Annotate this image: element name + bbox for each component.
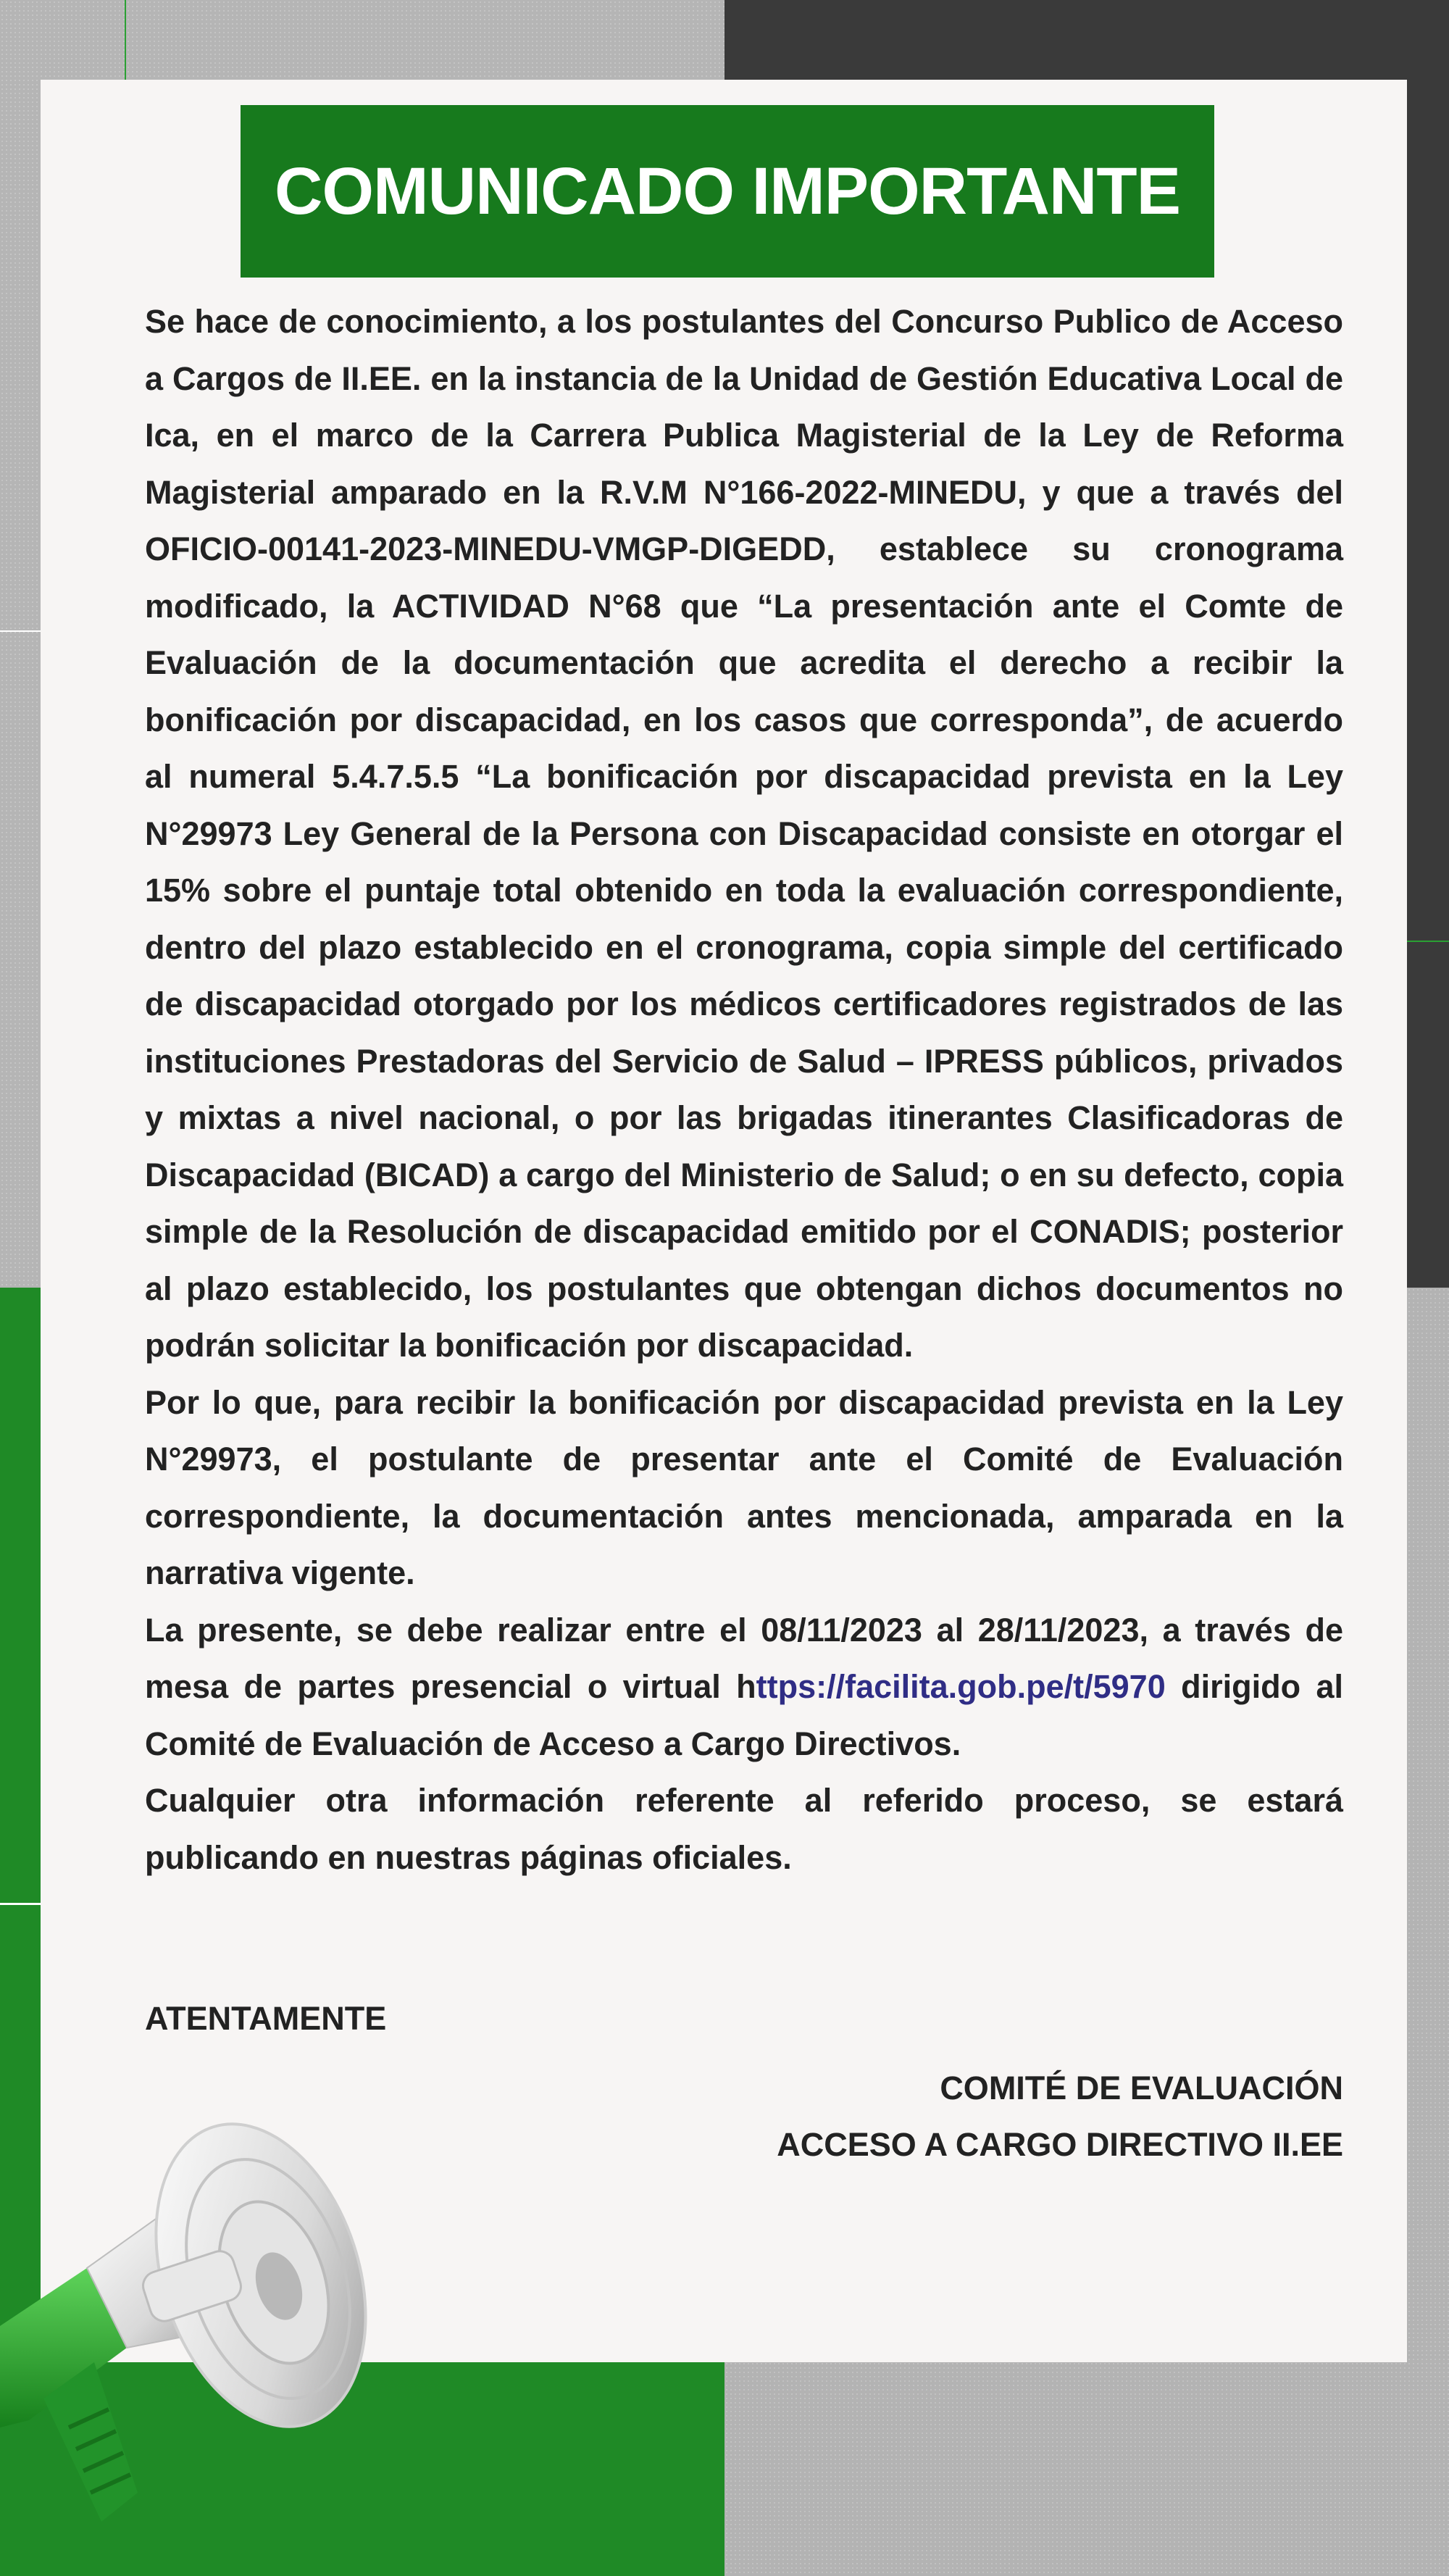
title-banner: [241, 105, 1214, 278]
paragraph-3: [145, 1602, 1343, 1773]
paragraph-1: Se hace de conocimiento, a los postulantes del Concurso Publico de Acceso a Cargos de II.EE. en la instancia de la Unidad de Gestión Educativa Local de Ica, en el marco de la Carrera Publica Magisterial de la Ley de Reforma Magisterial amparado en la R.V.M N°166-2022-MINEDU, y que a través del OFICIO-00141-2023-MINEDU-VMGP-DIGEDD, establece su cronograma modificado, la ACTIVIDAD N°68 que “La presentación ante el Comte de Evaluación de la documentación que acredita el derecho a recibir la bonificación por discapacidad, en los casos que corresponda”, de acuerdo al numeral 5.4.7.5.5 “La bonificación por discapacidad prevista en la Ley N°29973 Ley General de la Persona con Discapacidad consiste en otorgar el 15% sobre el puntaje total obtenido en toda la evaluación correspondiente, dentro del plazo establecido en el cronograma, copia simple del certificado de discapacidad otorgado por los médicos certificadores registrados de las instituciones Prestadoras del Servicio de Salud – IPRESS públicos, privados y mixtas a nivel nacional, o por las brigadas itinerantes Clasificadoras de Discapacidad (BICAD) a cargo del Ministerio de Salud; o en su defecto, copia simple de la Resolución de discapacidad emitido por el CONADIS; posterior al plazo establecido, los postulantes que obtengan dichos documentos no podrán solicitar la bonificación por discapacidad.: [145, 303, 1343, 1364]
paragraph-2: Por lo que, para recibir la bonificación por discapacidad prevista en la Ley N°29973, el postulante de presentar ante el Comité de Evaluación correspondiente, la documentación antes mencionada, amparada en la narrativa vigente.: [145, 1383, 1343, 1591]
notice-body: [145, 293, 1343, 1886]
signature-line-2: ACCESO A CARGO DIRECTIVO II.EE: [777, 2126, 1343, 2163]
paragraph-4: Cualquier otra información referente al referido proceso, se estará publicando en nuestras páginas oficiales.: [145, 1782, 1343, 1876]
page-title: COMUNICADO IMPORTANTE: [275, 154, 1180, 228]
decor-line: [0, 630, 42, 632]
facilita-link[interactable]: ttps://facilita.gob.pe/t/5970: [756, 1668, 1166, 1705]
megaphone-icon: [0, 2087, 406, 2576]
closing-salutation: ATENTAMENTE: [145, 2000, 387, 2037]
decor-line: [1406, 941, 1449, 942]
signature-line-1: COMITÉ DE EVALUACIÓN: [940, 2069, 1343, 2106]
decor-line: [125, 0, 126, 81]
paragraph-3-end: dirigido al Comité de Evaluación de Acceso a Cargo Directivos.: [145, 1668, 1343, 1762]
decor-line: [0, 1903, 42, 1905]
paragraph-3-start: La presente, se debe realizar entre el 08/11/2023 al 28/11/2023, a través de mesa de partes presencial o virtual h: [145, 1611, 1343, 1705]
signature-block: [777, 2060, 1343, 2173]
